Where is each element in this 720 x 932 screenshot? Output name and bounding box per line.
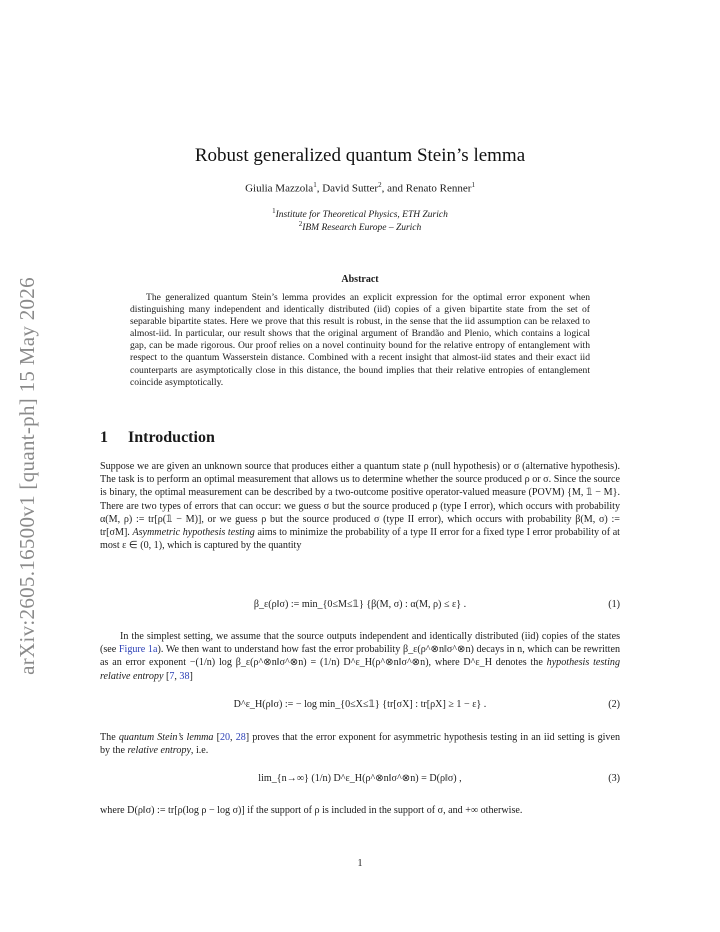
paragraph-text: [ — [213, 732, 220, 743]
author-affil-mark: 1 — [471, 181, 475, 189]
paragraph-text: ] — [189, 670, 193, 682]
author-separator: , — [316, 182, 323, 195]
author-affil-mark: 1 — [313, 181, 317, 189]
equation-2 — [100, 699, 620, 719]
section-number: 1 — [100, 429, 108, 446]
equation-number: (2) — [608, 699, 620, 710]
paragraph-text: , i.e. — [190, 745, 209, 757]
paragraph-text: ] proves that the error exponent for asymmetric hypothesis testing in an iid setting is given by the — [100, 732, 620, 757]
body-paragraph — [100, 630, 620, 683]
paper-title: Robust generalized quantum Stein’s lemma — [194, 145, 526, 166]
equation-number: (3) — [608, 773, 620, 784]
affiliation-text: IBM Research Europe – Zurich — [302, 223, 422, 234]
arxiv-identifier-stamp: arXiv:2605.16500v1 [quant-ph] 15 May 2026 — [15, 277, 39, 675]
paragraph-text: , — [230, 732, 236, 743]
citation-link[interactable]: 7 — [169, 670, 175, 682]
author-affil-mark: 2 — [378, 181, 382, 189]
equation-expression: β_ε(ρ‖σ) := min_{0≤M≤𝟙} {β(M, σ) : α(M, ρ) ≤ ε} . — [253, 599, 467, 610]
emphasized-term: Asymmetric hypothesis testing — [132, 527, 255, 539]
figure-link[interactable]: Figure 1a — [118, 644, 158, 656]
page-number: 1 — [357, 858, 363, 869]
affiliation-mark: 1 — [272, 207, 276, 215]
body-paragraph — [100, 460, 620, 552]
affiliation-mark: 2 — [298, 220, 303, 228]
equation-expression: lim_{n→∞} (1/n) D^ε_H(ρ^⊗n‖σ^⊗n) = D(ρ‖σ) , — [258, 773, 462, 784]
equation-number: (1) — [608, 599, 620, 610]
affiliation-line — [100, 220, 620, 233]
paragraph-text: The — [100, 732, 119, 743]
paragraph-text: ). We then want to understand how fast the error probability β_ε(ρ^⊗n‖σ^⊗n) decays in n, which can be rewritten as an error exponent −(1/n) log β_ε(ρ^⊗n‖σ^⊗n) = (1/n) D^ε_H(ρ^⊗n‖σ^⊗n), where D^ε_H denotes the — [100, 644, 621, 669]
paragraph-text: [ — [163, 670, 170, 682]
emphasized-term: quantum Stein’s lemma — [118, 732, 214, 743]
emphasized-term: relative entropy — [127, 745, 191, 757]
paragraph-text: aims to minimize the probability of a type II error for a fixed type I error probability of at most ε ∈ (0, 1), which is captured by the quantity — [100, 527, 620, 552]
body-paragraph: where D(ρ‖σ) := tr[ρ(log ρ − log σ)] if the support of ρ is included in the support of σ, and +∞ otherwise. — [100, 805, 523, 816]
citation-link[interactable]: 20 — [219, 732, 231, 743]
citation-link[interactable]: 28 — [235, 732, 246, 743]
section-title: Introduction — [128, 429, 215, 446]
author-name: Renato Renner — [405, 182, 472, 195]
abstract-heading: Abstract — [341, 274, 379, 285]
paragraph-text: Suppose we are given an unknown source that produces either a quantum state ρ (null hypothesis) or σ (alternative hypothesis). The task is to perform an optimal measurement that allows us to determine whether the source produced ρ or σ. Since the source is binary, the optimal measurement can be described by a two-outcome positive operator-valued measure (POVM) {M, 𝟙 − M}. There are two types of errors that can occur: we guess σ but the source produced ρ (type I error), which occurs with probability α(M, ρ) := tr[ρ(𝟙 − M)], or we guess ρ but the source produced σ (type II error), which occurs with probability β(M, σ) := tr[σM]. — [100, 461, 620, 539]
author-name: Giulia Mazzola — [245, 182, 314, 195]
author-name: David Sutter — [322, 182, 379, 195]
body-paragraph — [100, 731, 620, 757]
equation-expression: D^ε_H(ρ‖σ) := − log min_{0≤X≤𝟙} {tr[σX] : tr[ρX] ≥ 1 − ε} . — [233, 699, 487, 710]
equation-3 — [100, 773, 620, 793]
author-list — [100, 181, 620, 195]
affiliation-text: Institute for Theoretical Physics, ETH Zurich — [275, 210, 448, 221]
affiliation-line — [100, 207, 620, 220]
section-heading — [100, 429, 620, 447]
paragraph-text: , — [174, 670, 180, 682]
emphasized-term: hypothesis testing relative entropy — [100, 657, 620, 682]
author-separator: , and — [381, 182, 406, 195]
paragraph-text: In the simplest setting, we assume that the source outputs independent and identically distributed (iid) copies of the states (see — [100, 631, 620, 656]
equation-1 — [100, 599, 620, 619]
citation-link[interactable]: 38 — [179, 670, 190, 682]
abstract-body: The generalized quantum Stein’s lemma provides an explicit expression for the optimal error exponent when distinguishing many independent and identically distributed (iid) copies of a given bipartite state from the set of separable bipartite states. Here we prove that this result is robust, in the sense that the iid assumption can be relaxed to almost-iid. In particular, our result shows that the original argument of Brandão and Plenio, which contains a logical gap, can be made rigorous. Our proof relies on a novel continuity bound for the relative entropy of entanglement with respect to the quantum Wasserstein distance. Combined with a recent insight that almost-iid states and their exact iid counterparts are asymptotically close in this distance, the bound implies that their relative entropies of entanglement coincide asymptotically. — [130, 292, 590, 388]
